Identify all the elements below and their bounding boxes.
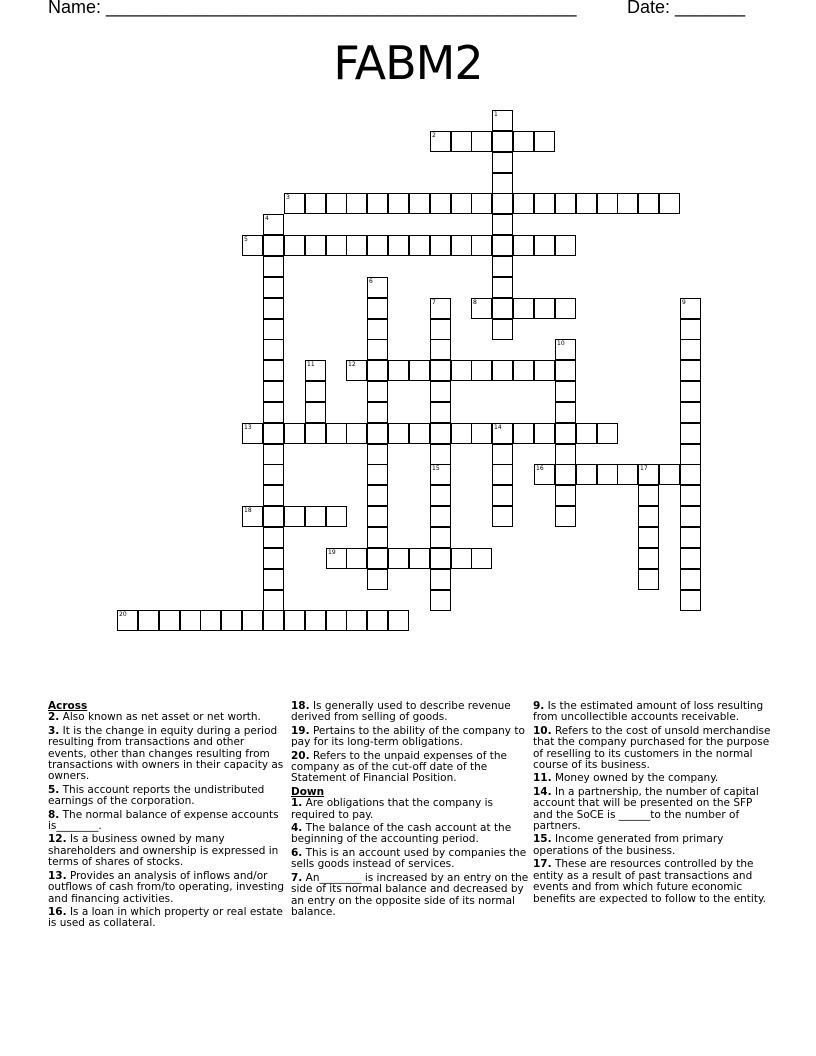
grid-cell[interactable]: [492, 131, 513, 152]
clue-number: 14: [494, 424, 502, 431]
grid-cell[interactable]: [471, 423, 492, 444]
grid-cell[interactable]: [430, 527, 451, 548]
grid-cell[interactable]: [409, 235, 430, 256]
grid-cell[interactable]: [263, 277, 284, 298]
grid-cell[interactable]: [305, 610, 326, 631]
grid-cell[interactable]: [326, 193, 347, 214]
grid-cell[interactable]: [451, 131, 472, 152]
grid-cell[interactable]: [680, 360, 701, 381]
grid-cell[interactable]: [617, 464, 638, 485]
grid-cell[interactable]: [534, 298, 555, 319]
grid-cell[interactable]: [305, 423, 326, 444]
grid-cell[interactable]: [284, 423, 305, 444]
grid-cell[interactable]: [555, 360, 576, 381]
clue-across-19: 19. Pertains to the ability of the company to pay for its long-term obligations.: [291, 724, 525, 749]
grid-cell[interactable]: [409, 360, 430, 381]
clue-number: 1: [494, 111, 498, 118]
grid-cell[interactable]: [555, 339, 576, 360]
grid-cell[interactable]: [430, 548, 451, 569]
grid-cell[interactable]: [159, 610, 180, 631]
grid-cell[interactable]: [597, 423, 618, 444]
clue-across-5: 5. This account reports the undistributed earnings of the corporation.: [48, 783, 265, 808]
grid-cell[interactable]: [638, 506, 659, 527]
grid-cell[interactable]: [638, 464, 659, 485]
grid-cell[interactable]: [263, 360, 284, 381]
grid-cell[interactable]: [555, 485, 576, 506]
grid-cell[interactable]: [346, 610, 367, 631]
grid-cell[interactable]: [513, 423, 534, 444]
grid-cell[interactable]: [534, 360, 555, 381]
clue-across-3: 3. It is the change in equity during a period resulting from transactions and other events, other than changes resulting from transactions with owners in their capacity as owners.: [48, 724, 284, 783]
grid-cell[interactable]: [430, 423, 451, 444]
grid-cell[interactable]: [492, 298, 513, 319]
grid-cell[interactable]: [284, 610, 305, 631]
grid-cell[interactable]: [680, 402, 701, 423]
grid-cell[interactable]: [367, 527, 388, 548]
grid-cell[interactable]: [492, 193, 513, 214]
grid-cell[interactable]: [534, 235, 555, 256]
grid-cell[interactable]: [430, 193, 451, 214]
clue-down-11: 11. Money owned by the company.: [533, 772, 719, 785]
grid-cell[interactable]: [430, 485, 451, 506]
grid-cell[interactable]: [680, 319, 701, 340]
grid-cell[interactable]: [534, 193, 555, 214]
grid-cell[interactable]: [680, 485, 701, 506]
grid-cell[interactable]: [263, 381, 284, 402]
grid-cell[interactable]: [242, 423, 263, 444]
grid-cell[interactable]: [680, 464, 701, 485]
clue-number: 17: [640, 465, 648, 472]
grid-cell[interactable]: [492, 485, 513, 506]
grid-cell[interactable]: [409, 423, 430, 444]
grid-cell[interactable]: [263, 298, 284, 319]
grid-cell[interactable]: [492, 256, 513, 277]
page-title: FABM2: [333, 36, 483, 90]
clue-number: 16: [536, 465, 544, 472]
grid-cell[interactable]: [555, 298, 576, 319]
grid-cell[interactable]: [555, 506, 576, 527]
grid-cell[interactable]: [471, 298, 492, 319]
grid-cell[interactable]: [430, 590, 451, 611]
grid-cell[interactable]: [367, 381, 388, 402]
grid-cell[interactable]: [430, 444, 451, 465]
grid-cell[interactable]: [117, 610, 138, 631]
clue-across-20: 20. Refers to the unpaid expenses of the company as of the cut-off date of the Statement of Financial Position.: [291, 749, 507, 785]
clue-number: 15: [432, 465, 440, 472]
grid-cell[interactable]: [534, 423, 555, 444]
clue-down-1: 1. Are obligations that the company is required to pay.: [291, 797, 493, 821]
grid-cell[interactable]: [263, 506, 284, 527]
grid-cell[interactable]: [492, 444, 513, 465]
grid-cell[interactable]: [576, 193, 597, 214]
grid-cell[interactable]: [367, 569, 388, 590]
grid-cell[interactable]: [367, 464, 388, 485]
grid-cell[interactable]: [680, 569, 701, 590]
clue-number: 10: [557, 340, 565, 347]
grid-cell[interactable]: [409, 548, 430, 569]
clue-number: 20: [119, 611, 127, 618]
grid-cell[interactable]: [471, 131, 492, 152]
clue-number: 12: [348, 361, 356, 368]
clue-down-6: 6. This is an account used by companies the sells goods instead of services.: [291, 846, 527, 871]
grid-cell[interactable]: [492, 235, 513, 256]
grid-cell[interactable]: [263, 423, 284, 444]
grid-cell[interactable]: [451, 548, 472, 569]
grid-cell[interactable]: [430, 131, 451, 152]
grid-cell[interactable]: [659, 464, 680, 485]
grid-cell[interactable]: [555, 381, 576, 402]
grid-cell[interactable]: [680, 298, 701, 319]
grid-cell[interactable]: [555, 193, 576, 214]
grid-cell[interactable]: [242, 235, 263, 256]
grid-cell[interactable]: [638, 569, 659, 590]
grid-cell[interactable]: [263, 464, 284, 485]
grid-cell[interactable]: [221, 610, 242, 631]
grid-cell[interactable]: [305, 402, 326, 423]
grid-cell[interactable]: [263, 548, 284, 569]
clue-across-8: 8. The normal balance of expense accounts is________.: [48, 808, 279, 833]
grid-cell[interactable]: [576, 464, 597, 485]
grid-cell[interactable]: [430, 381, 451, 402]
name-field-label: Name: _______________________________________________: [48, 0, 577, 17]
clue-down-17: 17. These are resources controlled by the entity as a result of past transactions and events and from which future economic benefits are expected to follow to the entity.: [533, 858, 767, 905]
grid-cell[interactable]: [326, 548, 347, 569]
grid-cell[interactable]: [513, 360, 534, 381]
grid-cell[interactable]: [492, 173, 513, 194]
grid-cell[interactable]: [305, 193, 326, 214]
grid-cell[interactable]: [263, 402, 284, 423]
grid-cell[interactable]: [284, 235, 305, 256]
grid-cell[interactable]: [430, 235, 451, 256]
grid-cell[interactable]: [430, 339, 451, 360]
grid-cell[interactable]: [471, 235, 492, 256]
grid-cell[interactable]: [367, 235, 388, 256]
grid-cell[interactable]: [638, 193, 659, 214]
grid-cell[interactable]: [346, 548, 367, 569]
grid-cell[interactable]: [138, 610, 159, 631]
grid-cell[interactable]: [492, 506, 513, 527]
clue-number: 19: [328, 549, 336, 556]
grid-cell[interactable]: [326, 610, 347, 631]
grid-cell[interactable]: [492, 464, 513, 485]
grid-cell[interactable]: [555, 444, 576, 465]
grid-cell[interactable]: [263, 256, 284, 277]
grid-cell[interactable]: [430, 298, 451, 319]
grid-cell[interactable]: [367, 193, 388, 214]
grid-cell[interactable]: [680, 423, 701, 444]
clue-number: 5: [244, 236, 248, 243]
grid-cell[interactable]: [263, 235, 284, 256]
clue-number: 2: [432, 132, 436, 139]
grid-cell[interactable]: [346, 193, 367, 214]
clues-column-3: [533, 701, 771, 907]
grid-cell[interactable]: [409, 193, 430, 214]
grid-cell[interactable]: [367, 339, 388, 360]
grid-cell[interactable]: [430, 360, 451, 381]
grid-cell[interactable]: [388, 235, 409, 256]
grid-cell[interactable]: [555, 235, 576, 256]
grid-cell[interactable]: [326, 423, 347, 444]
grid-cell[interactable]: [471, 193, 492, 214]
grid-cell[interactable]: [367, 610, 388, 631]
grid-cell[interactable]: [367, 506, 388, 527]
grid-cell[interactable]: [346, 360, 367, 381]
clue-down-10: 10. Refers to the cost of unsold merchandise that the company purchased for the purpose of reselling to its customers in the normal course of its business.: [533, 724, 771, 772]
grid-cell[interactable]: [638, 485, 659, 506]
grid-cell[interactable]: [284, 506, 305, 527]
grid-cell[interactable]: [492, 360, 513, 381]
grid-cell[interactable]: [430, 319, 451, 340]
grid-cell[interactable]: [430, 402, 451, 423]
grid-cell[interactable]: [534, 464, 555, 485]
grid-cell[interactable]: [367, 277, 388, 298]
grid-cell[interactable]: [555, 402, 576, 423]
grid-cell[interactable]: [263, 485, 284, 506]
grid-cell[interactable]: [388, 193, 409, 214]
clue-down-7: 7. An________ is increased by an entry on the side of its normal balance and decreased by an entry on the opposite side of its normal balance.: [291, 871, 529, 918]
grid-cell[interactable]: [492, 277, 513, 298]
grid-cell[interactable]: [263, 214, 284, 235]
grid-cell[interactable]: [367, 319, 388, 340]
grid-cell[interactable]: [492, 319, 513, 340]
grid-cell[interactable]: [680, 548, 701, 569]
grid-cell[interactable]: [367, 423, 388, 444]
grid-cell[interactable]: [242, 610, 263, 631]
clue-across-2: 2. Also known as net asset or net worth.: [48, 711, 261, 724]
grid-cell[interactable]: [617, 193, 638, 214]
grid-cell[interactable]: [305, 381, 326, 402]
clue-number: 3: [286, 194, 290, 201]
grid-cell[interactable]: [263, 527, 284, 548]
grid-cell[interactable]: [638, 527, 659, 548]
clue-down-15: 15. Income generated from primary operations of the business.: [533, 833, 724, 857]
grid-cell[interactable]: [513, 131, 534, 152]
grid-cell[interactable]: [451, 235, 472, 256]
clue-number: 9: [682, 299, 686, 306]
grid-cell[interactable]: [680, 506, 701, 527]
grid-cell[interactable]: [597, 193, 618, 214]
grid-cell[interactable]: [305, 506, 326, 527]
clue-across-18: 18. Is generally used to describe revenue derived from selling of goods.: [291, 700, 511, 724]
grid-cell[interactable]: [263, 339, 284, 360]
clue-number: 18: [244, 507, 252, 514]
grid-cell[interactable]: [451, 193, 472, 214]
grid-cell[interactable]: [451, 423, 472, 444]
grid-cell[interactable]: [430, 464, 451, 485]
grid-cell[interactable]: [492, 152, 513, 173]
grid-cell[interactable]: [346, 423, 367, 444]
grid-cell[interactable]: [200, 610, 221, 631]
grid-cell[interactable]: [263, 444, 284, 465]
grid-cell[interactable]: [346, 235, 367, 256]
grid-cell[interactable]: [659, 193, 680, 214]
down-heading: Down: [291, 785, 325, 798]
grid-cell[interactable]: [388, 423, 409, 444]
grid-cell[interactable]: [367, 402, 388, 423]
grid-cell[interactable]: [680, 527, 701, 548]
grid-cell[interactable]: [534, 131, 555, 152]
grid-cell[interactable]: [576, 423, 597, 444]
clue-number: 8: [473, 299, 477, 306]
clue-number: 7: [432, 299, 436, 306]
across-heading: Across: [48, 700, 88, 712]
grid-cell[interactable]: [388, 610, 409, 631]
grid-cell[interactable]: [367, 298, 388, 319]
grid-cell[interactable]: [388, 548, 409, 569]
grid-cell[interactable]: [367, 444, 388, 465]
grid-cell[interactable]: [305, 235, 326, 256]
grid-cell[interactable]: [367, 485, 388, 506]
grid-cell[interactable]: [492, 110, 513, 131]
clue-number: 4: [265, 215, 269, 222]
clue-number: 6: [369, 278, 373, 285]
grid-cell[interactable]: [680, 444, 701, 465]
grid-cell[interactable]: [638, 548, 659, 569]
grid-cell[interactable]: [367, 360, 388, 381]
grid-cell[interactable]: [430, 569, 451, 590]
grid-cell[interactable]: [305, 360, 326, 381]
grid-cell[interactable]: [284, 193, 305, 214]
grid-cell[interactable]: [471, 360, 492, 381]
grid-cell[interactable]: [680, 339, 701, 360]
grid-cell[interactable]: [492, 214, 513, 235]
grid-cell[interactable]: [263, 590, 284, 611]
grid-cell[interactable]: [242, 506, 263, 527]
grid-cell[interactable]: [680, 381, 701, 402]
grid-cell[interactable]: [680, 590, 701, 611]
grid-cell[interactable]: [492, 423, 513, 444]
grid-cell[interactable]: [513, 298, 534, 319]
date-field-label: Date: _______: [627, 0, 746, 17]
grid-cell[interactable]: [555, 464, 576, 485]
grid-cell[interactable]: [513, 235, 534, 256]
grid-cell[interactable]: [326, 235, 347, 256]
clues-column-1: [48, 701, 286, 932]
grid-cell[interactable]: [513, 193, 534, 214]
grid-cell[interactable]: [451, 360, 472, 381]
clue-number: 11: [307, 361, 315, 368]
grid-cell[interactable]: [326, 506, 347, 527]
grid-cell[interactable]: [180, 610, 201, 631]
clue-across-12: 12. Is a business owned by many shareholders and ownership is expressed in terms of shares of stocks.: [48, 833, 279, 869]
clue-down-9: 9. Is the estimated amount of loss resulting from uncollectible accounts receivable.: [533, 700, 764, 724]
clue-down-4: 4. The balance of the cash account at the beginning of the accounting period.: [291, 822, 512, 846]
grid-cell[interactable]: [471, 548, 492, 569]
clue-number: 13: [244, 424, 252, 431]
grid-cell[interactable]: [367, 548, 388, 569]
grid-cell[interactable]: [597, 464, 618, 485]
clues-column-2: [291, 701, 529, 920]
grid-cell[interactable]: [263, 319, 284, 340]
grid-cell[interactable]: [263, 569, 284, 590]
grid-cell[interactable]: [388, 360, 409, 381]
grid-cell[interactable]: [430, 506, 451, 527]
grid-cell[interactable]: [555, 423, 576, 444]
clue-across-13: 13. Provides an analysis of inflows and/or outflows of cash from/to operating, investing and financing activities.: [48, 869, 285, 905]
grid-cell[interactable]: [263, 610, 284, 631]
clue-across-16: 16. Is a loan in which property or real estate is used as collateral.: [48, 905, 283, 930]
clue-down-14: 14. In a partnership, the number of capital account that will be presented on the SFP and the SoCE is ______to the number of partners.: [533, 785, 759, 833]
